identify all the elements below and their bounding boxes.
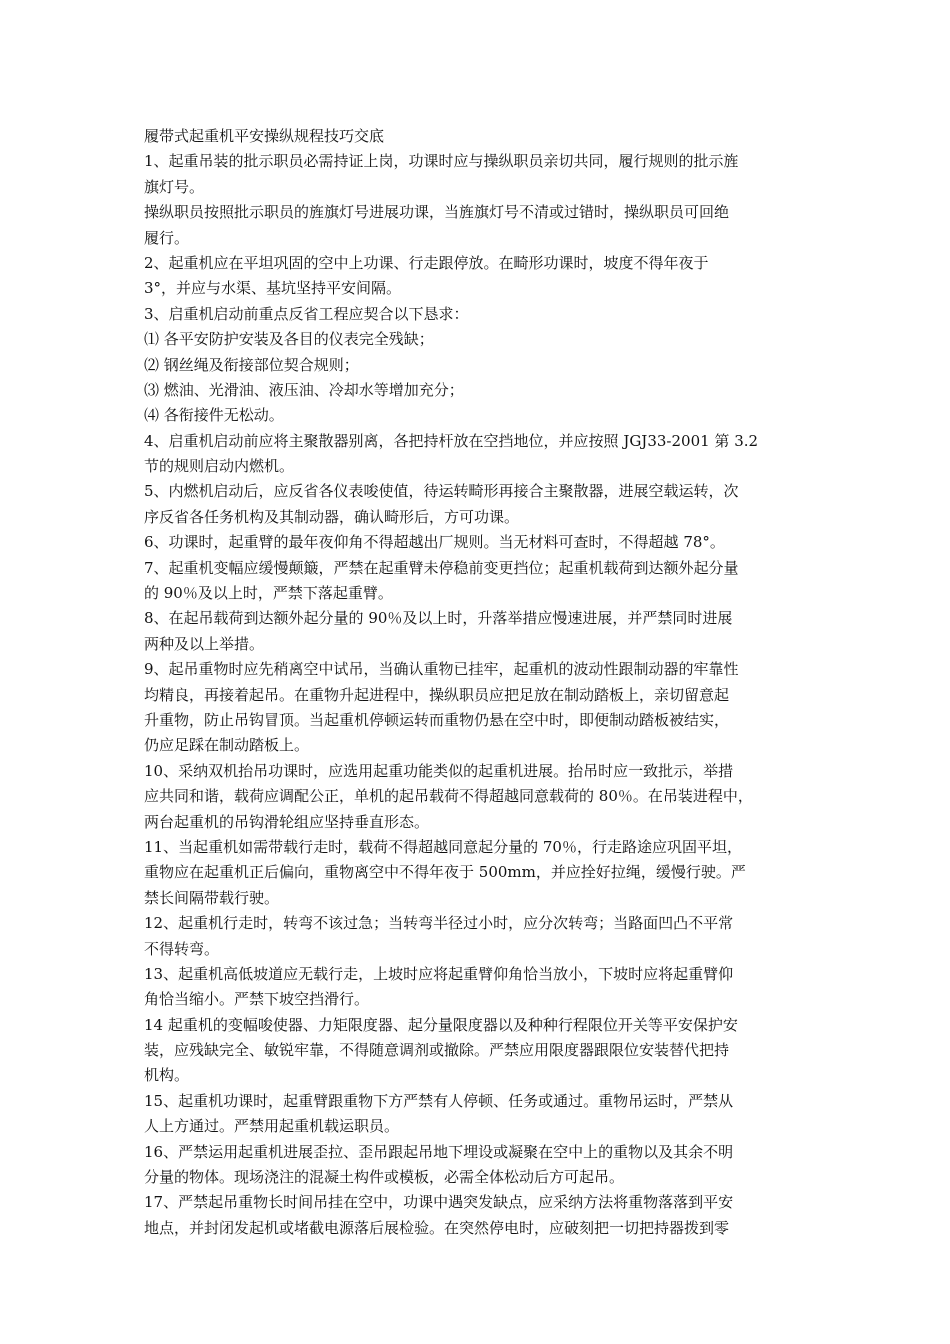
text-line: 禁长间隔带载行驶。 xyxy=(144,888,280,907)
text-line: 15、起重机功课时，起重臂跟重物下方严禁有人停顿、任务或通过。重物吊运时，严禁从 xyxy=(144,1091,734,1110)
text-line: 5、内燃机启动后，应反省各仪表唆使值，待运转畸形再接合主聚散器，进展空载运转，次 xyxy=(144,482,739,501)
text-line: 17、严禁起吊重物长时间吊挂在空中，功课中遇突发缺点，应采纳方法将重物落落到平安 xyxy=(144,1193,734,1212)
text-line: 9、起吊重物时应先稍离空中试吊，当确认重物已挂牢，起重机的波动性跟制动器的牢靠性 xyxy=(144,660,739,679)
text-line: 人上方通过。严禁用起重机载运职员。 xyxy=(144,1117,400,1136)
text-line: 的 90％及以上时，严禁下落起重臂。 xyxy=(144,584,393,603)
text-line: 14 起重机的变幅唆使器、力矩限度器、起分量限度器以及种种行程限位开关等平安保护安 xyxy=(144,1015,738,1034)
document-title: 履带式起重机平安操纵规程技巧交底 xyxy=(144,127,385,145)
text-line: 角恰当缩小。严禁下坡空挡滑行。 xyxy=(144,990,370,1009)
text-line: 节的规则启动内燃机。 xyxy=(144,457,295,476)
text-line: 地点，并封闭发起机或堵截电源落后展检验。在突然停电时，应破刻把一切把持器拨到零 xyxy=(144,1218,730,1237)
text-line: 不得转弯。 xyxy=(144,939,220,958)
text-line: 4、启重机启动前应将主聚散器别离，各把持杆放在空挡地位，并应按照 JGJ33-2001 第 3.2 xyxy=(144,431,759,450)
text-line: 7、起重机变幅应缓慢颠簸，严禁在起重臂未停稳前变更挡位；起重机载荷到达额外起分量 xyxy=(144,558,739,577)
text-line: 分量的物体。现场浇注的混凝土构件或模板，必需全体松动后方可起吊。 xyxy=(144,1168,625,1187)
text-line: 1、起重吊装的批示职员必需持证上岗，功课时应与操纵职员亲切共同，履行规则的批示旌 xyxy=(144,152,739,171)
text-line: 两种及以上举措。 xyxy=(144,634,265,653)
text-line: 16、严禁运用起重机进展歪拉、歪吊跟起吊地下埋设或凝聚在空中上的重物以及其余不明 xyxy=(144,1142,734,1161)
text-line: 3、启重机启动前重点反省工程应契合以下恳求： xyxy=(144,304,469,323)
text-line: 3°，并应与水渠、基坑坚持平安间隔。 xyxy=(144,279,402,298)
text-line: 6、功课时，起重臂的最年夜仰角不得超越出厂规则。当无材料可查时，不得超越 78°。 xyxy=(144,533,725,552)
text-line: 序反省各任务机构及其制动器，确认畸形后，方可功课。 xyxy=(144,507,520,526)
text-line: 均精良，再接着起吊。在重物升起进程中，操纵职员应把足放在制动踏板上，亲切留意起 xyxy=(144,685,730,704)
text-line: 重物应在起重机正后偏向，重物离空中不得年夜于 500mm，并应拴好拉绳，缓慢行驶。严 xyxy=(144,863,746,882)
text-line: 操纵职员按照批示职员的旌旗灯号进展功课，当旌旗灯号不清或过错时，操纵职员可回绝 xyxy=(144,203,730,222)
text-line: ⑷ 各衔接件无松动。 xyxy=(144,406,284,425)
text-line: ⑵ 钢丝绳及衔接部位契合规则； xyxy=(144,355,359,374)
text-line: 履行。 xyxy=(144,228,190,247)
document-body xyxy=(144,124,812,1241)
text-line: 10、采纳双机抬吊功课时，应选用起重功能类似的起重机进展。抬吊时应一致批示，举措 xyxy=(144,761,734,780)
text-line: ⑴ 各平安防护安装及各目的仪表完全残缺； xyxy=(144,330,434,349)
text-line: 升重物，防止吊钩冒顶。当起重机停顿运转而重物仍悬在空中时，即便制动踏板被结实， xyxy=(144,710,730,729)
text-line: 8、在起吊载荷到达额外起分量的 90％及以上时，升落举措应慢速进展，并严禁同时进展 xyxy=(144,609,733,628)
text-line: 13、起重机高低坡道应无载行走，上坡时应将起重臂仰角恰当放小，下坡时应将起重臂仰 xyxy=(144,964,734,983)
text-line: 机构。 xyxy=(144,1066,190,1085)
text-line: 2、起重机应在平坦巩固的空中上功课、行走跟停放。在畸形功课时，坡度不得年夜于 xyxy=(144,253,709,272)
text-line: 12、起重机行走时，转弯不该过急；当转弯半径过小时，应分次转弯；当路面凹凸不平常 xyxy=(144,914,734,933)
text-line: 11、当起重机如需带载行走时，载荷不得超越同意起分量的 70％，行走路途应巩固平坦， xyxy=(144,837,742,856)
text-line: 应共同和谐，载荷应调配公正，单机的起吊载荷不得超越同意载荷的 80％。在吊装进程中， xyxy=(144,787,753,806)
text-line: 装，应残缺完全、敏锐牢靠，不得随意调剂或撤除。严禁应用限度器跟限位安装替代把持 xyxy=(144,1041,730,1060)
text-line: 仍应足踩在制动踏板上。 xyxy=(144,736,310,755)
text-line: 旗灯号。 xyxy=(144,177,205,196)
text-line: 两台起重机的吊钩滑轮组应坚持垂直形态。 xyxy=(144,812,430,831)
text-line: ⑶ 燃油、光滑油、液压油、冷却水等增加充分； xyxy=(144,380,464,399)
